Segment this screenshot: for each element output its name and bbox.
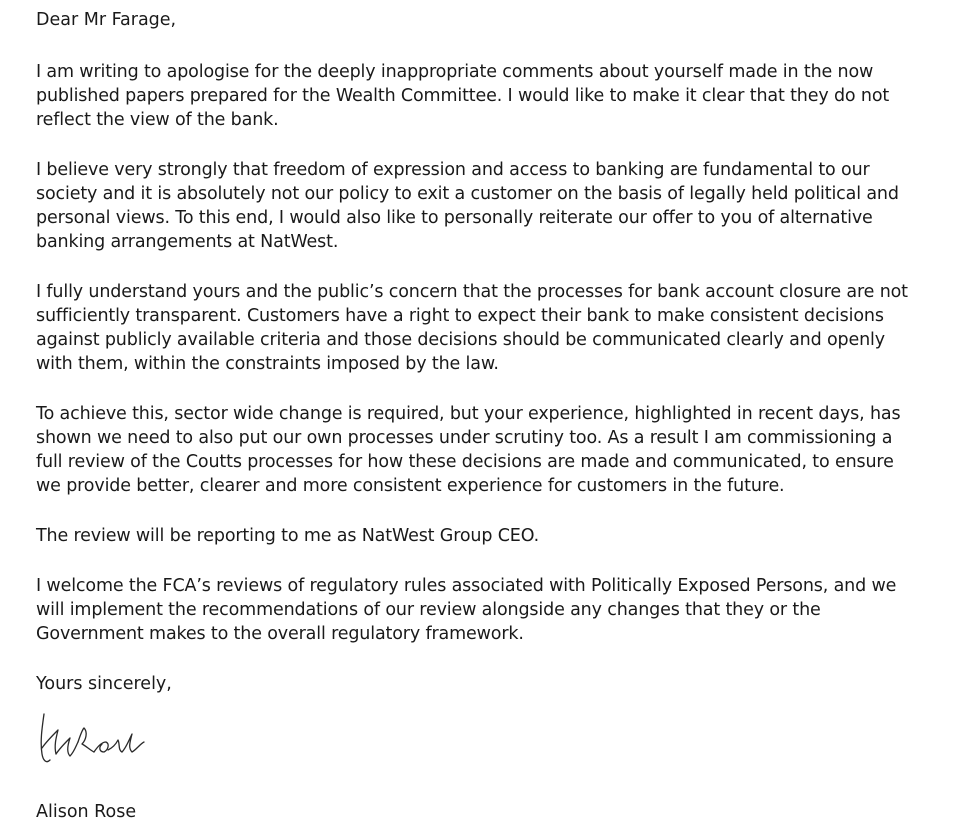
paragraph-line: I fully understand yours and the public’s concern that the processes for bank account closure are not — [36, 282, 908, 302]
paragraph-line: against publicly available criteria and those decisions should be communicated clearly and openly — [36, 330, 885, 350]
paragraph-line: we provide better, clearer and more consistent experience for customers in the future. — [36, 476, 785, 496]
paragraph-transparency — [36, 280, 951, 376]
paragraph-line: reflect the view of the bank. — [36, 110, 279, 130]
paragraph-fca — [36, 574, 951, 646]
paragraph-apology — [36, 60, 951, 132]
paragraph-line: banking arrangements at NatWest. — [36, 232, 339, 252]
paragraph-line: personal views. To this end, I would also like to personally reiterate our offer to you of alternative — [36, 208, 873, 228]
handwritten-signature — [36, 708, 156, 778]
paragraph-reporting — [36, 524, 951, 548]
paragraph-line: full review of the Coutts processes for how these decisions are made and communicated, to ensure — [36, 452, 894, 472]
paragraph-line: society and it is absolutely not our policy to exit a customer on the basis of legally held political and — [36, 184, 899, 204]
paragraph-line: Government makes to the overall regulatory framework. — [36, 624, 524, 644]
salutation: Dear Mr Farage, — [36, 10, 177, 30]
paragraph-freedom-of-expression — [36, 158, 951, 254]
closing: Yours sincerely, — [36, 674, 172, 694]
signer-name: Alison Rose — [36, 802, 137, 822]
paragraph-line: I welcome the FCA’s reviews of regulatory rules associated with Politically Exposed Persons, and we — [36, 576, 897, 596]
paragraph-line: with them, within the constraints imposed by the law. — [36, 354, 499, 374]
paragraph-line: will implement the recommendations of our review alongside any changes that they or the — [36, 600, 821, 620]
paragraph-line: shown we need to also put our own processes under scrutiny too. As a result I am commissioning a — [36, 428, 893, 448]
paragraph-line: The review will be reporting to me as NatWest Group CEO. — [36, 526, 540, 546]
paragraph-line: To achieve this, sector wide change is required, but your experience, highlighted in recent days, has — [36, 404, 901, 424]
paragraph-line: published papers prepared for the Wealth Committee. I would like to make it clear that they do not — [36, 86, 890, 106]
paragraph-line: I am writing to apologise for the deeply inappropriate comments about yourself made in the now — [36, 62, 874, 82]
letter-body — [36, 8, 951, 696]
paragraph-line: I believe very strongly that freedom of expression and access to banking are fundamental to our — [36, 160, 870, 180]
paragraph-line: sufficiently transparent. Customers have a right to expect their bank to make consistent decisions — [36, 306, 884, 326]
paragraph-review-commission — [36, 402, 951, 498]
